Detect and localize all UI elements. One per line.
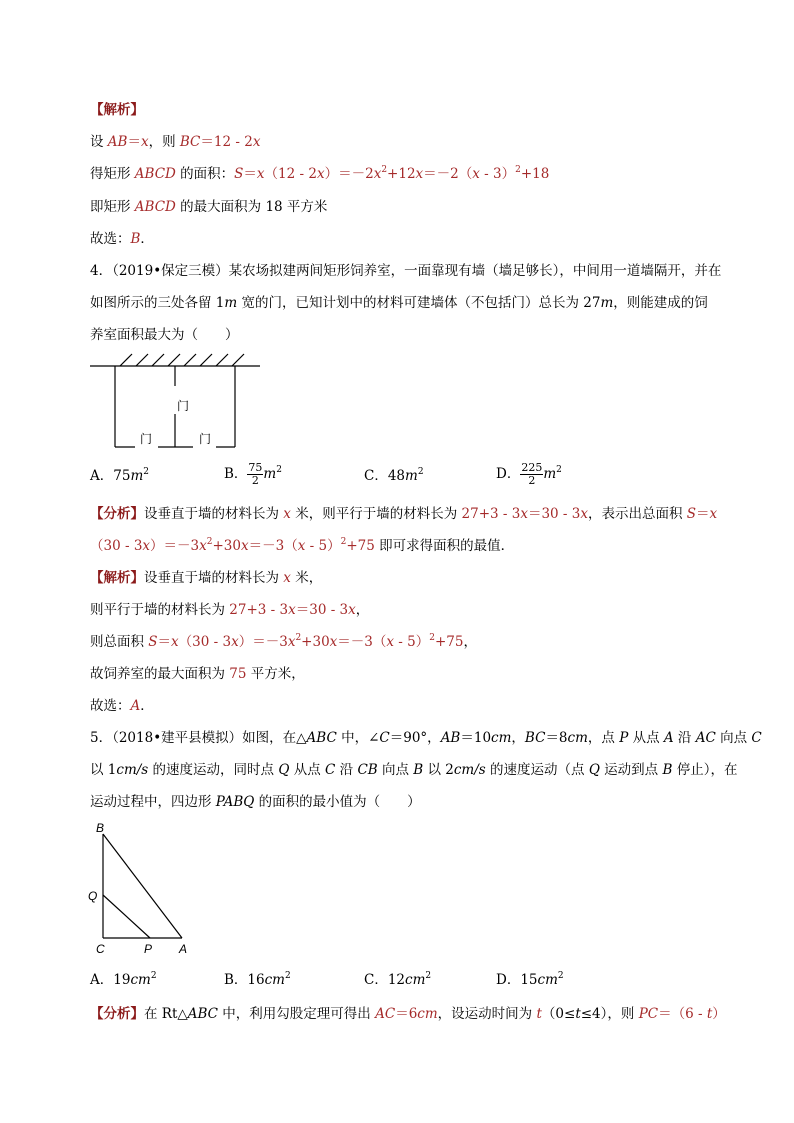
solution-line-4: 故选：B．: [90, 231, 154, 247]
q4-solution-line-4: 故饲养室的最大面积为 75 平方米，: [90, 666, 305, 682]
q5-option-d: D．$15cm^2$: [496, 971, 564, 988]
vertex-c-label: C: [96, 942, 105, 956]
wall-hatching: [120, 354, 244, 366]
solution-header: 【解析】: [90, 102, 144, 118]
q4-analysis-line-1: 【分析】设垂直于墙的材料长为 x 米，则平行于墙的材料长为 27+3 - 3x＝30 - 3x，表示出总面积 S＝x: [90, 506, 718, 522]
question-4-line-1: 4．（2019•保定三模）某农场拟建两间矩形饲养室，一面靠现有墙（墙足够长），中间用一道墙隔开，并在: [90, 263, 722, 279]
q5-option-a: A．$19cm^2$: [90, 971, 157, 988]
point-q-label: Q: [88, 889, 98, 903]
question-4-line-3: 养室面积最大为（ ）: [90, 327, 239, 343]
solution-line-2: 得矩形 ABCD 的面积：$S=x(12 - 2x)=-2x^2+12x=-2(x - 3)^2+18$: [90, 165, 550, 182]
q5-option-c: C．$12cm^2$: [364, 971, 432, 988]
question-5-line-1: 5．（2018•建平县模拟）如图，在△ABC 中，∠C＝90°，AB＝10cm，BC＝8cm，点 P 从点 A 沿 AC 向点 C: [90, 730, 762, 746]
q4-option-d: D． $\frac{225}{2}$ $m^2$: [496, 461, 562, 487]
door-label-middle: 门: [177, 399, 190, 413]
vertex-b-label: B: [96, 821, 105, 835]
door-label-left: 门: [140, 432, 153, 446]
q4-solution-line-2: 则平行于墙的材料长为 27+3 - 3x＝30 - 3x，: [90, 602, 370, 618]
q4-analysis-line-2: $(30 - 3x)=-3x^2+30x=-3(x - 5)^2+75$ 即可求得面积的最值．: [90, 537, 515, 554]
q4-option-c: C．$48m^2$: [364, 467, 424, 484]
q4-option-b: B． $\frac{75}{2}$ $m^2$: [224, 461, 282, 487]
q4-solution-line-1: 【解析】设垂直于墙的材料长为 x 米，: [90, 570, 323, 586]
point-p-label: P: [144, 942, 153, 956]
triangle-figure: [84, 818, 194, 958]
vertex-a-label: A: [179, 942, 188, 956]
enclosure-figure: [90, 350, 270, 452]
q5-analysis-line-1: 【分析】在 Rt△ABC 中，利用勾股定理可得出 AC＝6cm，设运动时间为 t（0≤t≤4），则 PC＝（6 - t）: [90, 1006, 726, 1022]
question-5-line-2: 以 1cm/s 的速度运动，同时点 Q 从点 C 沿 CB 向点 B 以 2cm/s 的速度运动（点 Q 运动到点 B 停止），在: [90, 762, 738, 778]
door-label-right: 门: [199, 432, 212, 446]
question-4-line-2: 如图所示的三处各留 1m 宽的门，已知计划中的材料可建墙体（不包括门）总长为 27m，则能建成的饲: [90, 295, 708, 311]
q4-solution-line-3: 则总面积 $S=x(30 - 3x)=-3x^2+30x=-3(x - 5)^2+75$，: [90, 633, 477, 650]
q4-option-a: A．$75m^2$: [90, 467, 149, 484]
q4-solution-line-5: 故选：A．: [90, 698, 154, 714]
solution-line-3: 即矩形 ABCD 的最大面积为 18 平方米: [90, 199, 328, 215]
question-5-line-3: 运动过程中，四边形 PABQ 的面积的最小值为（ ）: [90, 794, 421, 810]
solution-line-1: 设 AB＝x，则 BC＝12 - 2x: [90, 134, 261, 150]
q5-option-b: B．$16cm^2$: [224, 971, 291, 988]
